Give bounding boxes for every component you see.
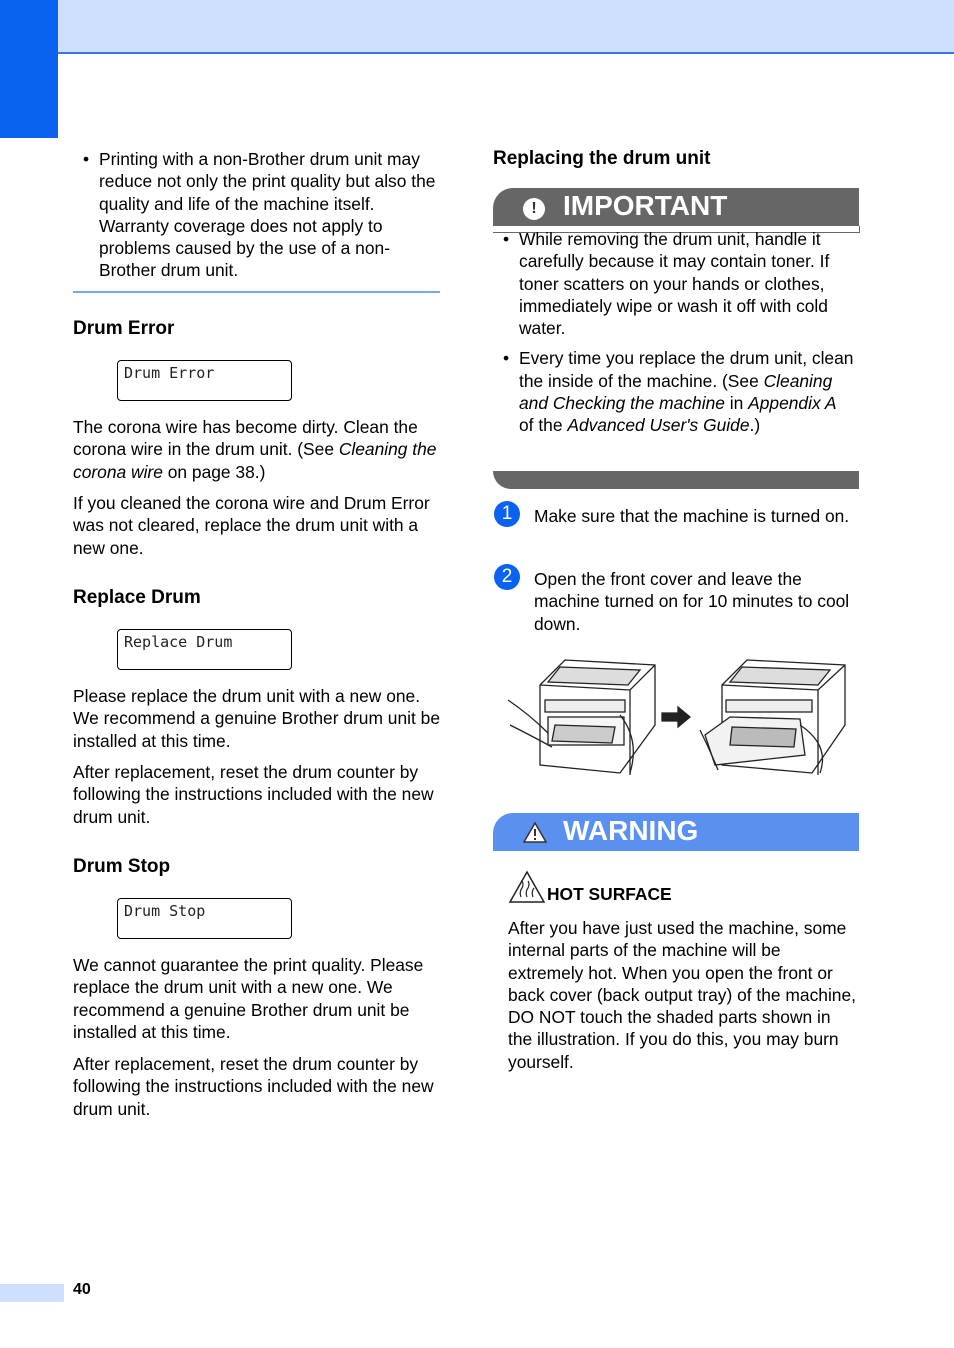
bullet-text: While removing the drum unit, handle it carefully because it may contain toner. If toner scatters on your hands or clothes, immediately wipe or wash it off with cold water. <box>519 229 830 339</box>
drum-stop-para1: We cannot guarantee the print quality. Please replace the drum unit with a new one. We recommend a genuine Brother drum unit be installed at this time. <box>73 955 424 1042</box>
xref-link[interactable]: Appendix A <box>748 393 837 414</box>
drum-stop-heading: Drum Stop <box>73 856 171 877</box>
step-2-number: 2 <box>494 564 520 590</box>
replace-drum-para1: Please replace the drum unit with a new one. We recommend a genuine Brother drum unit be installed at this time. <box>73 686 441 751</box>
divider <box>73 291 440 293</box>
step-2-text: Open the front cover and leave the machine turned on for 10 minutes to cool down. <box>534 569 850 634</box>
xref-link[interactable]: Cleaning and Checking the machine <box>519 370 833 414</box>
replacing-heading: Replacing the drum unit <box>493 148 711 169</box>
chapter-tab <box>0 0 58 138</box>
drum-error-heading: Drum Error <box>73 318 175 339</box>
drum-stop-para2: After replacement, reset the drum counter by following the instructions included with the new drum unit. <box>73 1054 434 1119</box>
important-bullet-1 <box>493 228 855 339</box>
xref-link[interactable]: Advanced User's Guide <box>567 415 750 436</box>
replace-drum-para2: After replacement, reset the drum counter by following the instructions included with the new drum unit. <box>73 762 434 827</box>
drum-error-para1 <box>73 416 440 483</box>
important-label: IMPORTANT <box>563 190 728 221</box>
important-footer-bar <box>493 471 859 489</box>
hot-surface-heading: HOT SURFACE <box>547 884 672 904</box>
printer-illustration <box>500 655 852 780</box>
warning-label: WARNING <box>563 815 699 846</box>
text: in <box>724 393 749 414</box>
left-bullet-list <box>73 148 440 282</box>
warning-banner <box>493 813 859 851</box>
drum-stop-lcd: Drum Stop <box>117 898 292 939</box>
text: .) <box>749 415 761 436</box>
step-1-number: 1 <box>494 501 520 527</box>
text: Every time you replace the drum unit, clean the inside of the machine. (See <box>519 348 854 391</box>
drum-error-lcd: Drum Error <box>117 360 292 401</box>
xref-link[interactable]: Cleaning the corona wire <box>73 439 437 482</box>
bullet-text: Printing with a non-Brother drum unit may reduce not only the print quality but also the quality and life of the machine itself. Warranty coverage does not apply to problems caused by the use of a non-Brother drum unit. <box>99 149 436 281</box>
bullet-item <box>73 148 440 282</box>
exclamation-icon: ! <box>523 198 545 220</box>
warning-triangle-icon <box>523 822 547 843</box>
text: The corona wire has become dirty. Clean the corona wire in the drum unit. (See <box>73 417 418 460</box>
replace-drum-heading: Replace Drum <box>73 587 201 608</box>
page-number: 40 <box>73 1281 91 1298</box>
footer-band <box>0 1284 64 1302</box>
important-bullet-2 <box>493 347 855 436</box>
step-1-text: Make sure that the machine is turned on. <box>534 506 850 526</box>
text: on page 38.) <box>162 461 266 482</box>
text: of the <box>519 415 568 436</box>
header-band <box>0 0 954 54</box>
hot-surface-icon <box>508 870 546 904</box>
important-banner <box>493 188 859 226</box>
warning-text: After you have just used the machine, some internal parts of the machine will be extremely hot. When you open the front or back cover (back output tray) of the machine, DO NOT touch the shaded parts shown in the illustration. If you do this, you may burn yourself. <box>508 918 856 1072</box>
replace-drum-lcd: Replace Drum <box>117 629 292 670</box>
drum-error-para2: If you cleaned the corona wire and Drum Error was not cleared, replace the drum unit with a new one. <box>73 493 430 558</box>
important-list <box>493 228 855 437</box>
